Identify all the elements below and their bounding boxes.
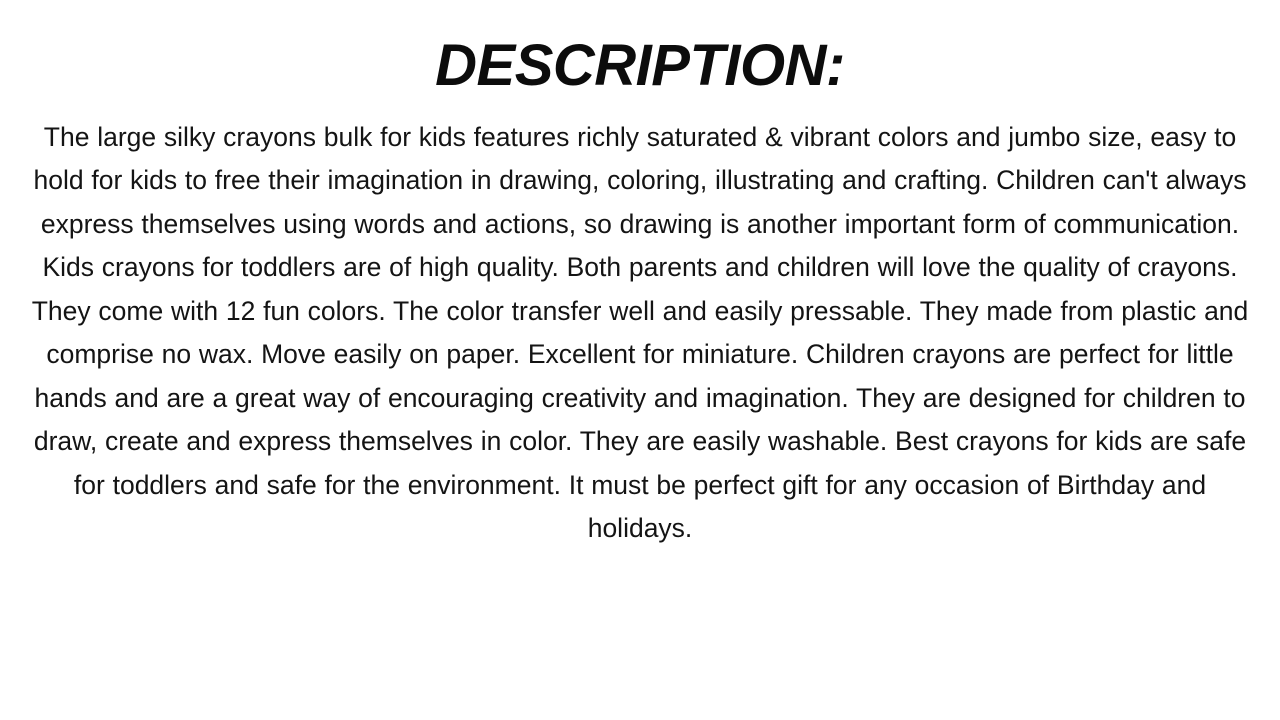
description-paragraph: The large silky crayons bulk for kids features richly saturated & vibrant colors and jumbo size, easy to hold for kids to free their imagination in drawing, coloring, illustrating and crafting. Children can't always express themselves using words and actions, so drawing is another important form of communication. Kids crayons for toddlers are of high quality. Both parents and children will love the quality of crayons. They come with 12 fun colors. The color transfer well and easily pressable. They made from plastic and comprise no wax. Move easily on paper. Excellent for miniature. Children crayons are perfect for little hands and are a great way of encouraging creativity and imagination. They are designed for children to draw, create and express themselves in color. They are easily washable. Best crayons for kids are safe for toddlers and safe for the environment. It must be perfect gift for any occasion of Birthday and holidays. [31, 121, 1249, 544]
page-title: DESCRIPTION: [435, 33, 845, 98]
